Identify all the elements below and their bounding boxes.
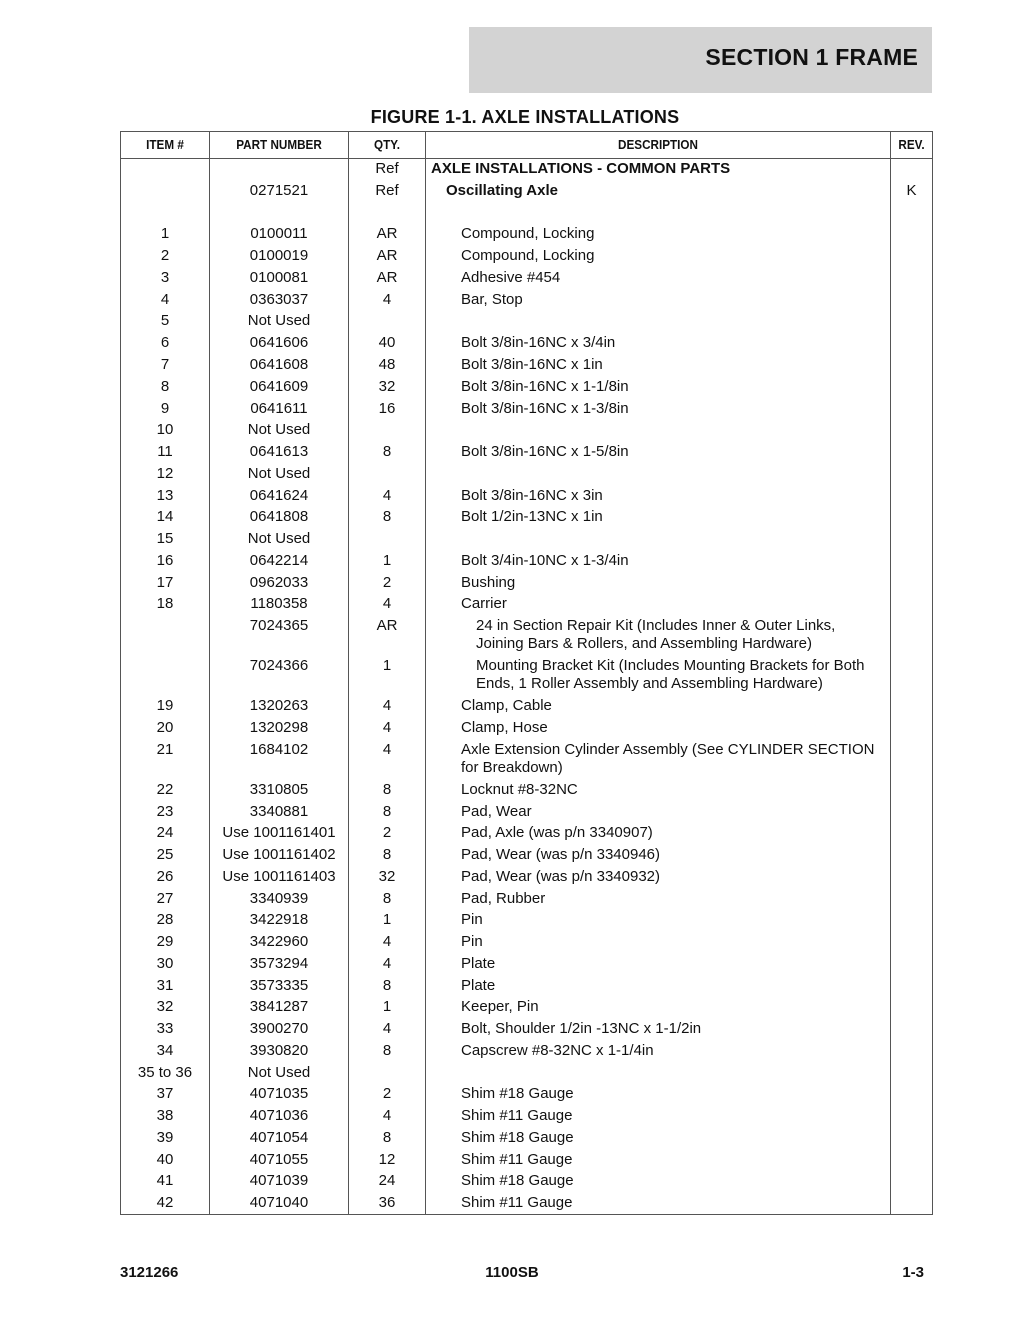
item-number-cell: 7 [160, 356, 170, 373]
part-number-cell: 3930820 [249, 1042, 309, 1059]
part-number-cell: 0100011 [250, 225, 308, 242]
item-number-cell: 39 [156, 1129, 174, 1146]
quantity-cell: 4 [382, 741, 392, 758]
description-cell: Clamp, Cable [461, 697, 552, 714]
item-number-cell: 8 [160, 378, 170, 395]
item-number-cell: 29 [156, 933, 174, 950]
description-cell: Keeper, Pin [461, 998, 539, 1015]
description-cell: Pad, Rubber [461, 890, 546, 907]
part-number-cell: 4071054 [249, 1129, 309, 1146]
quantity-cell: 1 [382, 998, 392, 1015]
part-number-cell: 0100081 [249, 269, 309, 286]
item-number-cell: 10 [156, 421, 174, 438]
column-divider [890, 132, 891, 1214]
item-number-cell: 22 [156, 781, 174, 798]
header-item: ITEM # [146, 137, 184, 152]
quantity-cell: 1 [382, 911, 392, 928]
item-number-cell: 16 [156, 552, 174, 569]
item-number-cell: 28 [156, 911, 174, 928]
item-number-cell: 27 [156, 890, 174, 907]
quantity-cell: AR [376, 617, 398, 634]
quantity-cell: 4 [382, 933, 392, 950]
footer-model: 1100SB [485, 1264, 539, 1281]
item-number-cell: 37 [156, 1085, 174, 1102]
item-number-cell: 18 [156, 595, 174, 612]
header-description: DESCRIPTION [618, 137, 698, 152]
description-cell: Pad, Wear [461, 803, 532, 820]
description-cell: Compound, Locking [461, 247, 595, 264]
part-number-cell: 0271521 [249, 182, 309, 199]
description-cell: Carrier [461, 595, 507, 612]
description-cell: Locknut #8-32NC [461, 781, 578, 798]
quantity-cell: 8 [382, 977, 392, 994]
description-cell: Pad, Wear (was p/n 3340932) [461, 868, 661, 885]
quantity-cell: Ref [375, 160, 399, 177]
description-cell: Bolt 3/8in-16NC x 1in [461, 356, 603, 373]
quantity-cell: 32 [378, 868, 396, 885]
quantity-cell: 2 [382, 574, 392, 591]
quantity-cell: 4 [382, 697, 392, 714]
quantity-cell: 16 [378, 400, 396, 417]
description-cell: Shim #11 Gauge [461, 1107, 573, 1124]
description-cell: Shim #18 Gauge [461, 1085, 574, 1102]
item-number-cell: 11 [157, 443, 173, 460]
quantity-cell: 8 [382, 508, 392, 525]
quantity-cell: AR [376, 225, 398, 242]
description-cell: Bolt 3/8in-16NC x 1-5/8in [461, 443, 629, 460]
part-number-cell: 0363037 [249, 291, 309, 308]
part-number-cell: 7024365 [249, 617, 309, 634]
item-number-cell: 23 [156, 803, 174, 820]
part-number-cell: Use 1001161402 [222, 846, 336, 863]
description-cell: Plate [461, 977, 496, 994]
part-number-cell: 3841287 [249, 998, 309, 1015]
part-number-cell: Not Used [247, 465, 311, 482]
part-number-cell: 0641611 [250, 400, 308, 417]
part-number-cell: 7024366 [249, 657, 309, 674]
quantity-cell: 8 [382, 890, 392, 907]
part-number-cell: Not Used [247, 312, 311, 329]
part-number-cell: 0641608 [249, 356, 309, 373]
description-cell: 24 in Section Repair Kit (Includes Inner & Outer Links, Joining Bars & Rollers, and Assembling Hardware) [476, 617, 836, 652]
item-number-cell: 26 [156, 868, 174, 885]
description-cell: Pin [461, 911, 483, 928]
description-cell: Bar, Stop [461, 291, 523, 308]
part-number-cell: 1684102 [249, 741, 309, 758]
quantity-cell: 4 [382, 595, 392, 612]
item-number-cell: 15 [156, 530, 174, 547]
part-number-cell: 3310805 [249, 781, 309, 798]
quantity-cell: 4 [382, 1107, 392, 1124]
quantity-cell: 4 [382, 1020, 392, 1037]
item-number-cell: 17 [156, 574, 174, 591]
part-number-cell: 0641808 [249, 508, 309, 525]
part-number-cell: 4071035 [249, 1085, 309, 1102]
description-cell: Bolt 3/8in-16NC x 1-1/8in [461, 378, 629, 395]
description-cell: Bolt 3/8in-16NC x 3in [461, 487, 603, 504]
item-number-cell: 5 [160, 312, 170, 329]
item-number-cell: 3 [160, 269, 170, 286]
part-number-cell: 3573294 [249, 955, 309, 972]
item-number-cell: 32 [156, 998, 174, 1015]
item-number-cell: 41 [156, 1172, 174, 1189]
description-cell: Shim #11 Gauge [461, 1151, 573, 1168]
header-part-number: PART NUMBER [236, 137, 322, 152]
item-number-cell: 40 [156, 1151, 174, 1168]
figure-title: FIGURE 1-1. AXLE INSTALLATIONS [370, 107, 680, 127]
footer-page-number: 1-3 [902, 1264, 924, 1281]
item-number-cell: 34 [156, 1042, 174, 1059]
revision-cell: K [906, 182, 917, 199]
part-number-cell: 4071036 [249, 1107, 309, 1124]
header-divider [121, 158, 932, 159]
quantity-cell: 32 [378, 378, 396, 395]
quantity-cell: 48 [378, 356, 396, 373]
description-cell: Capscrew #8-32NC x 1-1/4in [461, 1042, 654, 1059]
quantity-cell: 8 [382, 803, 392, 820]
description-cell: Bolt 3/8in-16NC x 1-3/8in [461, 400, 629, 417]
quantity-cell: 8 [382, 443, 392, 460]
part-number-cell: Use 1001161401 [222, 824, 336, 841]
item-number-cell: 21 [156, 741, 174, 758]
description-cell: AXLE INSTALLATIONS - COMMON PARTS [431, 160, 731, 177]
quantity-cell: 8 [382, 1042, 392, 1059]
description-cell: Adhesive #454 [461, 269, 561, 286]
part-number-cell: 0962033 [249, 574, 309, 591]
item-number-cell: 24 [156, 824, 174, 841]
quantity-cell: 4 [382, 291, 392, 308]
part-number-cell: 4071039 [249, 1172, 309, 1189]
part-number-cell: 3900270 [249, 1020, 309, 1037]
quantity-cell: AR [376, 269, 398, 286]
item-number-cell: 14 [156, 508, 174, 525]
description-cell: Compound, Locking [461, 225, 595, 242]
part-number-cell: 1320298 [249, 719, 309, 736]
part-number-cell: Use 1001161403 [222, 868, 336, 885]
description-cell: Mounting Bracket Kit (Includes Mounting Brackets for Both Ends, 1 Roller Assembly and Assembling Hardware) [476, 657, 865, 692]
part-number-cell: 0641624 [249, 487, 309, 504]
description-cell: Bolt 3/8in-16NC x 3/4in [461, 334, 616, 351]
quantity-cell: 8 [382, 1129, 392, 1146]
part-number-cell: 3340881 [249, 803, 309, 820]
part-number-cell: 0641606 [249, 334, 309, 351]
section-banner [469, 27, 932, 93]
description-cell: Plate [461, 955, 496, 972]
description-cell: Pad, Wear (was p/n 3340946) [461, 846, 661, 863]
quantity-cell: 36 [378, 1194, 396, 1211]
item-number-cell: 20 [156, 719, 174, 736]
item-number-cell: 1 [160, 225, 170, 242]
part-number-cell: 3422960 [249, 933, 309, 950]
description-cell: Shim #11 Gauge [461, 1194, 573, 1211]
description-cell: Bolt 1/2in-13NC x 1in [461, 508, 603, 525]
part-number-cell: 0642214 [249, 552, 309, 569]
quantity-cell: 40 [378, 334, 396, 351]
item-number-cell: 6 [160, 334, 170, 351]
column-divider [425, 132, 426, 1214]
item-number-cell: 38 [156, 1107, 174, 1124]
item-number-cell: 35 to 36 [137, 1064, 193, 1081]
quantity-cell: 8 [382, 846, 392, 863]
part-number-cell: Not Used [247, 421, 311, 438]
quantity-cell: 2 [382, 824, 392, 841]
item-number-cell: 42 [156, 1194, 174, 1211]
description-cell: Axle Extension Cylinder Assembly (See CYLINDER SECTION for Breakdown) [461, 741, 875, 776]
quantity-cell: 4 [382, 487, 392, 504]
item-number-cell: 12 [156, 465, 174, 482]
quantity-cell: 1 [382, 552, 392, 569]
quantity-cell: AR [376, 247, 398, 264]
description-cell: Clamp, Hose [461, 719, 548, 736]
item-number-cell: 4 [160, 291, 170, 308]
part-number-cell: 1320263 [249, 697, 309, 714]
quantity-cell: 4 [382, 955, 392, 972]
quantity-cell: 12 [378, 1151, 396, 1168]
quantity-cell: 24 [378, 1172, 396, 1189]
description-cell: Bolt 3/4in-10NC x 1-3/4in [461, 552, 629, 569]
part-number-cell: 0641613 [249, 443, 309, 460]
description-cell: Pin [461, 933, 483, 950]
description-cell: Pad, Axle (was p/n 3340907) [461, 824, 653, 841]
part-number-cell: 3340939 [249, 890, 309, 907]
part-number-cell: 3422918 [249, 911, 309, 928]
part-number-cell: 0641609 [249, 378, 309, 395]
item-number-cell: 33 [156, 1020, 174, 1037]
parts-table [120, 131, 933, 1215]
quantity-cell: 2 [382, 1085, 392, 1102]
quantity-cell: 8 [382, 781, 392, 798]
item-number-cell: 9 [160, 400, 170, 417]
section-title: SECTION 1 FRAME [705, 44, 918, 70]
footer-document-number: 3121266 [120, 1264, 179, 1281]
description-cell: Shim #18 Gauge [461, 1172, 574, 1189]
part-number-cell: 4071055 [249, 1151, 309, 1168]
item-number-cell: 31 [156, 977, 174, 994]
description-cell: Oscillating Axle [446, 182, 558, 199]
part-number-cell: 1180358 [250, 595, 308, 612]
part-number-cell: 0100019 [249, 247, 309, 264]
description-cell: Bolt, Shoulder 1/2in -13NC x 1-1/2in [461, 1020, 702, 1037]
part-number-cell: Not Used [247, 1064, 311, 1081]
item-number-cell: 2 [160, 247, 170, 264]
quantity-cell: Ref [375, 182, 399, 199]
quantity-cell: 4 [382, 719, 392, 736]
item-number-cell: 30 [156, 955, 174, 972]
header-qty: QTY. [373, 137, 401, 152]
part-number-cell: Not Used [247, 530, 311, 547]
quantity-cell: 1 [382, 657, 392, 674]
header-rev: REV. [898, 137, 925, 152]
description-cell: Shim #18 Gauge [461, 1129, 574, 1146]
part-number-cell: 4071040 [249, 1194, 309, 1211]
item-number-cell: 13 [156, 487, 174, 504]
item-number-cell: 25 [156, 846, 174, 863]
part-number-cell: 3573335 [249, 977, 309, 994]
description-cell: Bushing [461, 574, 516, 591]
item-number-cell: 19 [156, 697, 174, 714]
